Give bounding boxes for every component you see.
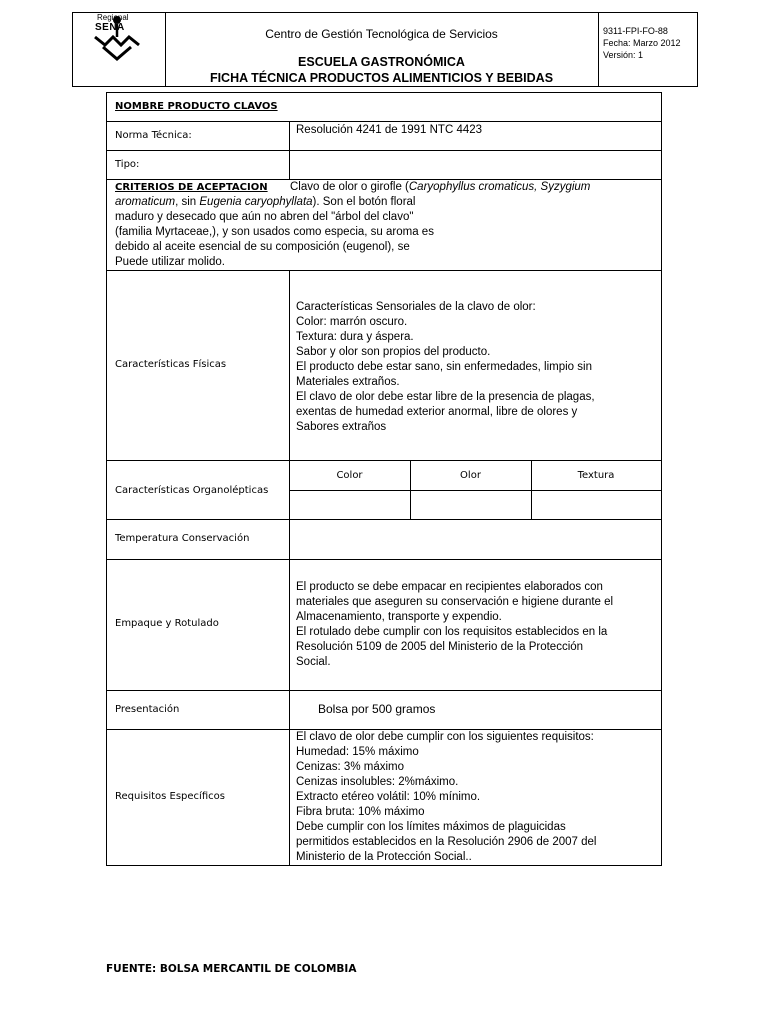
header-title-cell bbox=[165, 13, 599, 86]
requisitos-label: Requisitos Específicos bbox=[115, 791, 225, 802]
doc-date: Fecha: Marzo 2012 bbox=[603, 38, 681, 48]
center-name: Centro de Gestión Tecnológica de Servicios bbox=[265, 27, 498, 41]
criterios-label: CRITERIOS DE ACEPTACION bbox=[115, 182, 268, 193]
table-row bbox=[107, 461, 661, 520]
logo-brand-text: SENA bbox=[95, 22, 125, 33]
table-row bbox=[107, 271, 661, 461]
table-row bbox=[107, 730, 661, 865]
logo-cell bbox=[73, 13, 166, 86]
empaque-label: Empaque y Rotulado bbox=[115, 618, 219, 629]
header-code-cell bbox=[599, 13, 697, 86]
table-row bbox=[107, 93, 661, 122]
organo-col-textura: Textura bbox=[531, 461, 661, 491]
organo-grid bbox=[289, 461, 661, 519]
source-footer: FUENTE: BOLSA MERCANTIL DE COLOMBIA bbox=[106, 963, 357, 975]
norma-label: Norma Técnica: bbox=[115, 130, 192, 141]
document-header bbox=[72, 12, 698, 87]
norma-value: Resolución 4241 de 1991 NTC 4423 bbox=[296, 124, 483, 136]
tipo-label: Tipo: bbox=[115, 159, 140, 170]
table-row bbox=[107, 122, 661, 151]
table-row bbox=[107, 691, 661, 730]
sheet-title: FICHA TÉCNICA PRODUCTOS ALIMENTICIOS Y BEBIDAS bbox=[209, 71, 554, 85]
product-name: NOMBRE PRODUCTO CLAVOS bbox=[115, 101, 278, 112]
presentacion-label: Presentación bbox=[115, 704, 180, 715]
fisicas-label: Características Físicas bbox=[115, 359, 227, 370]
presentacion-value: Bolsa por 500 gramos bbox=[318, 702, 436, 716]
table-row bbox=[107, 560, 661, 691]
doc-version: Versión: 1 bbox=[603, 50, 644, 60]
doc-code: 9311-FPI-FO-88 bbox=[603, 26, 668, 36]
organo-col-olor: Olor bbox=[410, 461, 531, 491]
table-row bbox=[107, 180, 661, 271]
criterios-text: CRITERIOS DE ACEPTACION Clavo de olor o girofle (Caryophyllus cromaticus, Syzygium aromaticum, sin Eugenia caryophyllata). Son el botón floral maduro y desecado que aún no abren del "árbol del clavo" (familia Myrtaceae,), y son usados como especia, su aroma es debido al aceite esencial de su composición (eugenol), se Puede utilizar molido. bbox=[115, 181, 591, 268]
table-row bbox=[107, 151, 661, 180]
school-name: ESCUELA GASTRONÓMICA bbox=[298, 55, 465, 69]
empaque-value: El producto se debe empacar en recipientes elaborados con materiales que aseguren su conservación e higiene durante el Almacenamiento, transporte y expendio. El rotulado debe cumplir con los requisitos establecidos en la Resolución 5109 de 2005 del Ministerio de la Protección Social. bbox=[296, 581, 614, 668]
product-sheet-table bbox=[106, 92, 662, 866]
requisitos-value: El clavo de olor debe cumplir con los siguientes requisitos: Humedad: 15% máximo Cenizas: 3% máximo Cenizas insolubles: 2%máximo. Extracto etéreo volátil: 10% mínimo. Fibra bruta: 10% máximo Debe cumplir con los límites máximos de plaguicidas permitidos establecidos en la Resolución 2906 de 2007 del Ministerio de la Protección Social.. bbox=[296, 731, 597, 863]
logo-regional-text: Regional bbox=[97, 13, 129, 22]
temp-label: Temperatura Conservación bbox=[115, 533, 250, 544]
organo-col-color: Color bbox=[289, 461, 410, 491]
fisicas-value: Características Sensoriales de la clavo de olor: Color: marrón oscuro. Textura: dura y áspera. Sabor y olor son propios del producto. El producto debe estar sano, sin enfermedades, limpio sin Materiales extraños. El clavo de olor debe estar libre de la presencia de plagas, exentas de humedad exterior anormal, libre de olores y Sabores extraños bbox=[296, 301, 595, 433]
organo-label: Características Organolépticas bbox=[115, 485, 269, 496]
table-row bbox=[107, 520, 661, 560]
